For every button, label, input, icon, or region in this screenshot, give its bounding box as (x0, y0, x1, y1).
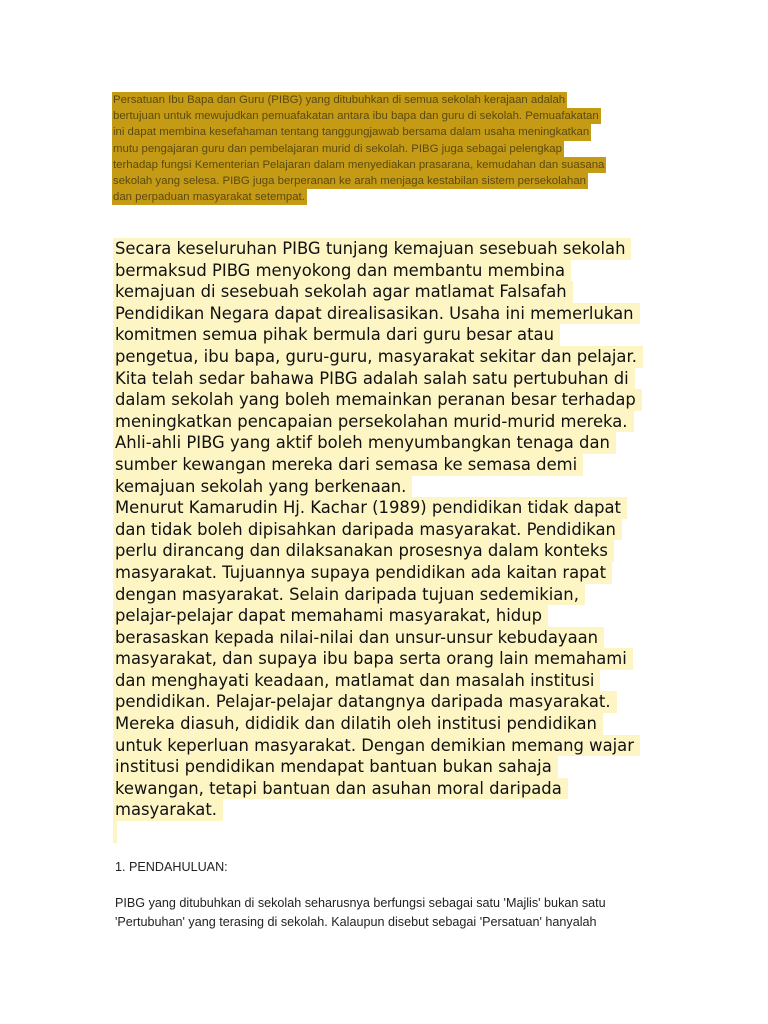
text-line: berasaskan kepada nilai-nilai dan unsur-unsur kebudayaan (113, 627, 604, 649)
text-line: meningkatkan pencapaian persekolahan murid-murid mereka. (113, 411, 634, 433)
text-line: Mereka diasuh, dididik dan dilatih oleh institusi pendidikan (113, 713, 603, 735)
text-line: komitmen semua pihak bermula dari guru besar atau (113, 324, 560, 346)
text-line: Ahli-ahli PIBG yang aktif boleh menyumbangkan tenaga dan (113, 432, 616, 454)
text-line: sumber kewangan mereka dari semasa ke semasa demi (113, 454, 583, 476)
text-line: Kita telah sedar bahawa PIBG adalah salah satu pertubuhan di (113, 368, 635, 390)
text-line: dengan masyarakat. Selain daripada tujuan sedemikian, (113, 584, 585, 606)
text-line: perlu dirancang dan dilaksanakan prosesnya dalam konteks (113, 540, 614, 562)
text-line: PIBG yang ditubuhkan di sekolah seharusnya berfungsi sebagai satu 'Majlis' bukan satu (115, 896, 606, 910)
text-line: 'Pertubuhan' yang terasing di sekolah. Kalaupun disebut sebagai 'Persatuan' hanyalah (115, 915, 597, 929)
text-line: dan tidak boleh dipisahkan daripada masyarakat. Pendidikan (113, 519, 622, 541)
text-line: terhadap fungsi Kementerian Pelajaran dalam menyediakan prasarana, kemudahan dan suasana (112, 157, 606, 173)
text-line: dan menghayati keadaan, matlamat dan masalah institusi (113, 670, 600, 692)
text-line: pelajar-pelajar dapat memahami masyarakat, hidup (113, 605, 548, 627)
text-line: sekolah yang selesa. PIBG juga berperanan ke arah menjaga kestabilan sistem persekolahan (112, 173, 588, 189)
section-heading: 1. PENDAHULUAN: (115, 860, 228, 874)
text-line: Persatuan Ibu Bapa dan Guru (PIBG) yang ditubuhkan di semua sekolah kerajaan adalah (112, 92, 567, 108)
text-line: masyarakat. (113, 799, 223, 821)
highlight-marker (113, 821, 117, 843)
text-line: pendidikan. Pelajar-pelajar datangnya daripada masyarakat. (113, 691, 617, 713)
text-line: dan perpaduan masyarakat setempat. (112, 189, 307, 205)
text-line: untuk keperluan masyarakat. Dengan demikian memang wajar (113, 735, 640, 757)
text-line: Pendidikan Negara dapat direalisasikan. Usaha ini memerlukan (113, 303, 640, 325)
text-line: Secara keseluruhan PIBG tunjang kemajuan sesebuah sekolah (113, 238, 631, 260)
text-line: kemajuan sekolah yang berkenaan. (113, 476, 412, 498)
text-line: kewangan, tetapi bantuan dan asuhan moral daripada (113, 778, 568, 800)
text-line: bermaksud PIBG menyokong dan membantu membina (113, 260, 571, 282)
text-line: pengetua, ibu bapa, guru-guru, masyarakat sekitar dan pelajar. (113, 346, 643, 368)
text-line: institusi pendidikan mendapat bantuan bukan sahaja (113, 756, 558, 778)
main-body-paragraph (113, 238, 673, 843)
text-line: Menurut Kamarudin Hj. Kachar (1989) pendidikan tidak dapat (113, 497, 627, 519)
highlighted-intro-paragraph (112, 92, 657, 205)
text-line: masyarakat, dan supaya ibu bapa serta orang lain memahami (113, 648, 633, 670)
text-line: bertujuan untuk mewujudkan pemuafakatan antara ibu bapa dan guru di sekolah. Pemuafakatan (112, 108, 601, 124)
text-line: masyarakat. Tujuannya supaya pendidikan ada kaitan rapat (113, 562, 612, 584)
body-paragraph (115, 894, 606, 932)
text-line: ini dapat membina kesefahaman tentang tanggungjawab bersama dalam usaha meningkatkan (112, 124, 591, 140)
text-line: kemajuan di sesebuah sekolah agar matlamat Falsafah (113, 281, 573, 303)
text-line: dalam sekolah yang boleh memainkan peranan besar terhadap (113, 389, 642, 411)
text-line: mutu pengajaran guru dan pembelajaran murid di sekolah. PIBG juga sebagai pelengkap (112, 141, 564, 157)
